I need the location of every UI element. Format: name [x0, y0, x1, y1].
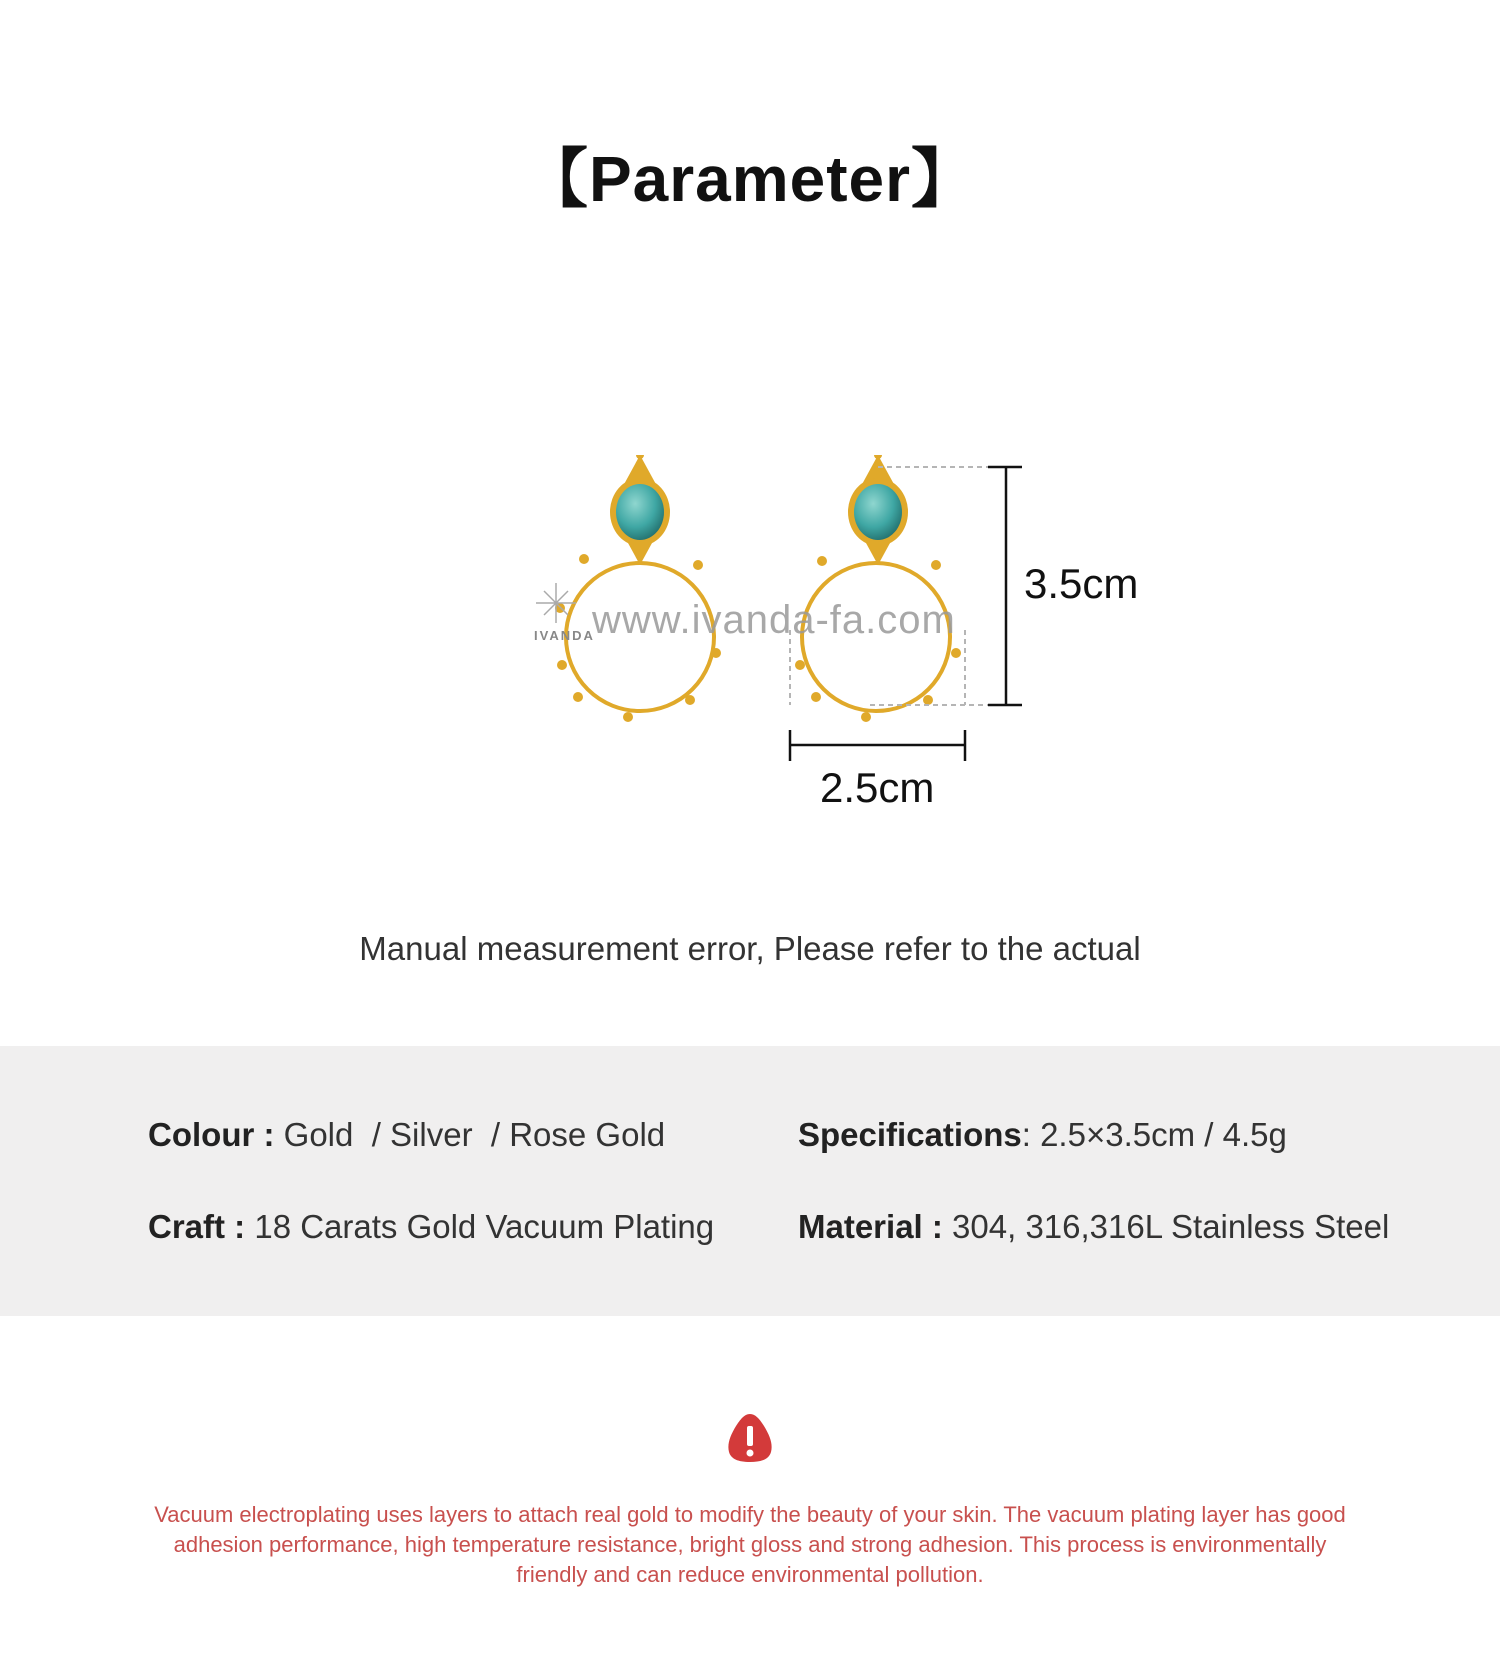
height-label: 3.5cm	[1024, 560, 1139, 607]
watermark-logo-text: IVANDA	[534, 628, 595, 643]
warning-text: Vacuum electroplating uses layers to attach real gold to modify the beauty of your skin. The vacuum plating layer has good adhesion performance, high temperature resistance, bright gloss and strong adhesion. This process is environmentally friendly and can reduce environmental pollution.	[154, 1502, 1346, 1587]
spec-specifications-value: : 2.5×3.5cm / 4.5g	[1021, 1116, 1287, 1153]
spec-colour-value: Gold / Silver / Rose Gold	[283, 1116, 666, 1153]
warning-icon	[726, 1412, 774, 1469]
earring-left	[555, 455, 721, 722]
earring-right	[795, 455, 961, 722]
spec-colour	[148, 1116, 665, 1154]
width-label: 2.5cm	[820, 764, 935, 811]
spec-material	[798, 1208, 1389, 1246]
watermark-url: www.ivanda-fa.com	[592, 598, 956, 642]
spec-specifications	[798, 1116, 1287, 1154]
spec-panel	[0, 1046, 1500, 1316]
page-title: 【Parameter】	[523, 143, 977, 215]
height-dimension-line	[988, 467, 1022, 705]
spec-craft-value: 18 Carats Gold Vacuum Plating	[254, 1208, 715, 1245]
width-dimension-line	[790, 730, 965, 761]
spec-specifications-label: Specifications	[798, 1116, 1022, 1153]
spec-craft	[148, 1208, 714, 1246]
spec-material-label: Material :	[798, 1208, 943, 1245]
spec-material-value: 304, 316,316L Stainless Steel	[952, 1208, 1390, 1245]
spec-craft-label: Craft :	[148, 1208, 246, 1245]
spec-colour-label: Colour :	[148, 1116, 275, 1153]
measurement-note: Manual measurement error, Please refer to the actual	[359, 930, 1141, 967]
